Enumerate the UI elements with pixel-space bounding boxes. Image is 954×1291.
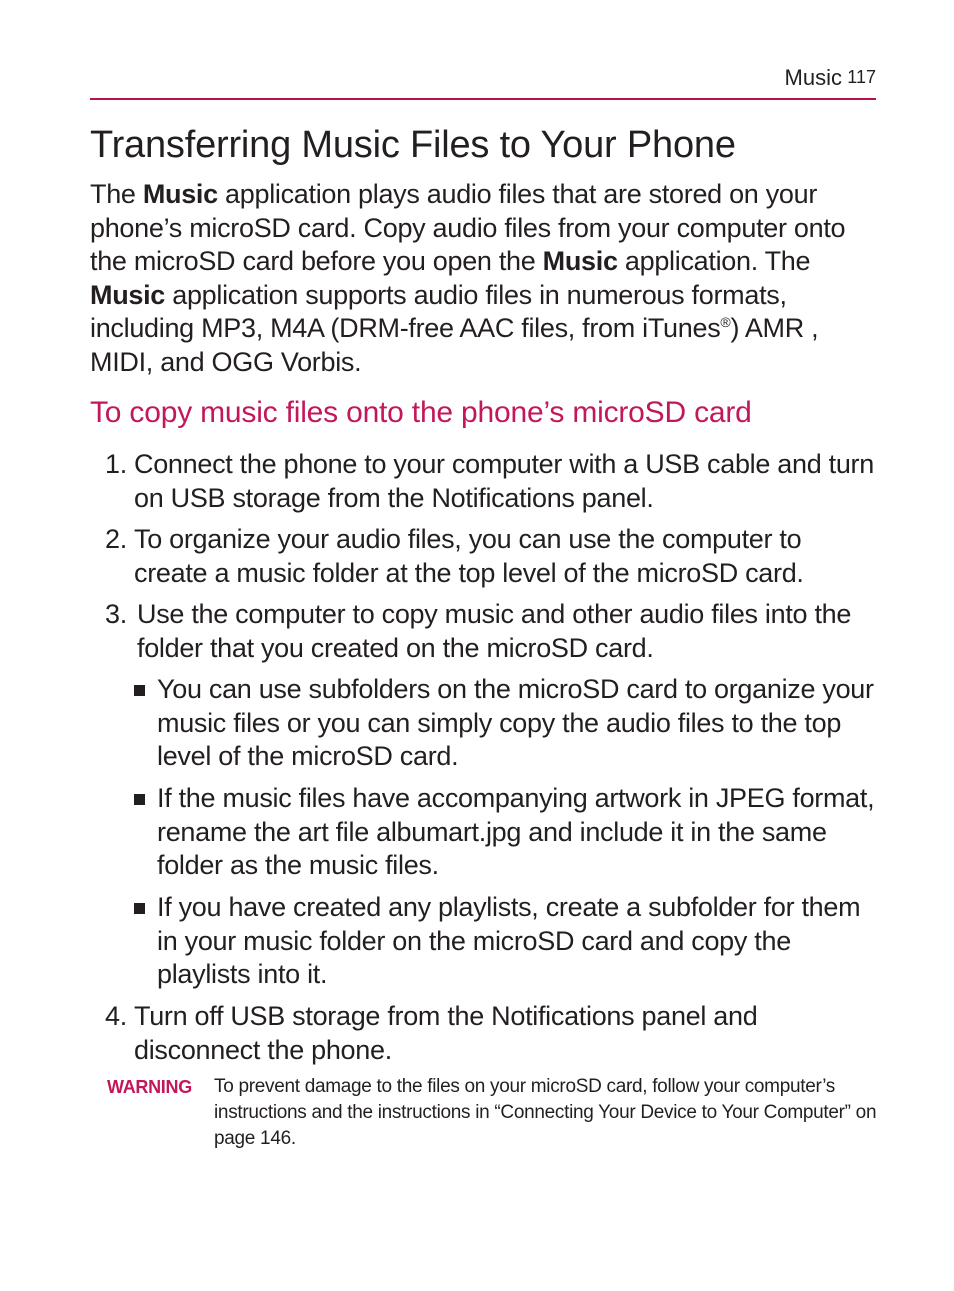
- section-subheading: To copy music files onto the phone’s microSD card: [90, 396, 752, 429]
- intro-text: ) AMR , MIDI, and OGG Vorbis.: [90, 313, 819, 377]
- bullet-text: If you have created any playlists, create a subfolder for them in your music folder on the microSD card and copy the playlists into it.: [157, 892, 861, 989]
- bullet-text: You can use subfolders on the microSD card to organize your music files or you can simply copy the audio files to the top level of the microSD card.: [157, 674, 874, 771]
- registered-mark: ®: [720, 314, 731, 330]
- step-text: Connect the phone to your computer with a USB cable and turn on USB storage from the Notifications panel.: [134, 449, 874, 513]
- step-text: To organize your audio files, you can use the computer to create a music folder at the top level of the microSD card.: [134, 524, 804, 588]
- music-app-name: Music: [542, 246, 618, 276]
- intro-text: application. The: [617, 246, 811, 276]
- warning-text: To prevent damage to the files on your microSD card, follow your computer’s instructions and the instructions in “Connecting Your Device to Your Computer” on page 146.: [214, 1076, 877, 1149]
- music-app-name: Music: [90, 279, 166, 310]
- warning-note: [107, 1074, 882, 1152]
- page-header: [90, 62, 876, 100]
- step-item: [105, 448, 880, 515]
- intro-paragraph: [90, 178, 880, 379]
- bullet-square-icon: [134, 903, 145, 914]
- intro-text: The: [90, 179, 143, 209]
- bullet-square-icon: [134, 794, 145, 805]
- bullet-item: [134, 891, 880, 992]
- step-text: Turn off USB storage from the Notifications panel and disconnect the phone.: [134, 1001, 758, 1065]
- step-number: 4.: [105, 1001, 127, 1031]
- bullet-item: [134, 782, 880, 883]
- step-item: [105, 523, 880, 590]
- step-number: 2.: [105, 524, 127, 554]
- bullet-square-icon: [134, 685, 145, 696]
- step-text: Use the computer to copy music and other audio files into the folder that you created on the microSD card.: [137, 599, 852, 663]
- step-item: [105, 598, 880, 665]
- intro-text: application supports audio files in numerous formats, including MP3, M4A (DRM-free AAC files, from iTunes: [90, 279, 787, 343]
- bullet-item: [134, 673, 880, 774]
- step-item: [105, 1000, 880, 1067]
- step-number: 1.: [105, 449, 127, 479]
- section-name: Music: [784, 65, 842, 90]
- step-number: 3.: [105, 599, 127, 629]
- intro-text: application plays audio files that are stored on your phone’s microSD card. Copy audio files from your computer onto the microSD card before you open the: [90, 179, 846, 276]
- music-app-name: Music: [142, 179, 218, 209]
- page-number: 117: [847, 67, 876, 87]
- page-title: Transferring Music Files to Your Phone: [90, 124, 736, 166]
- bullet-text: If the music files have accompanying artwork in JPEG format, rename the art file albumart.jpg and include it in the same folder as the music files.: [157, 783, 875, 880]
- warning-label: WARNING: [107, 1077, 192, 1097]
